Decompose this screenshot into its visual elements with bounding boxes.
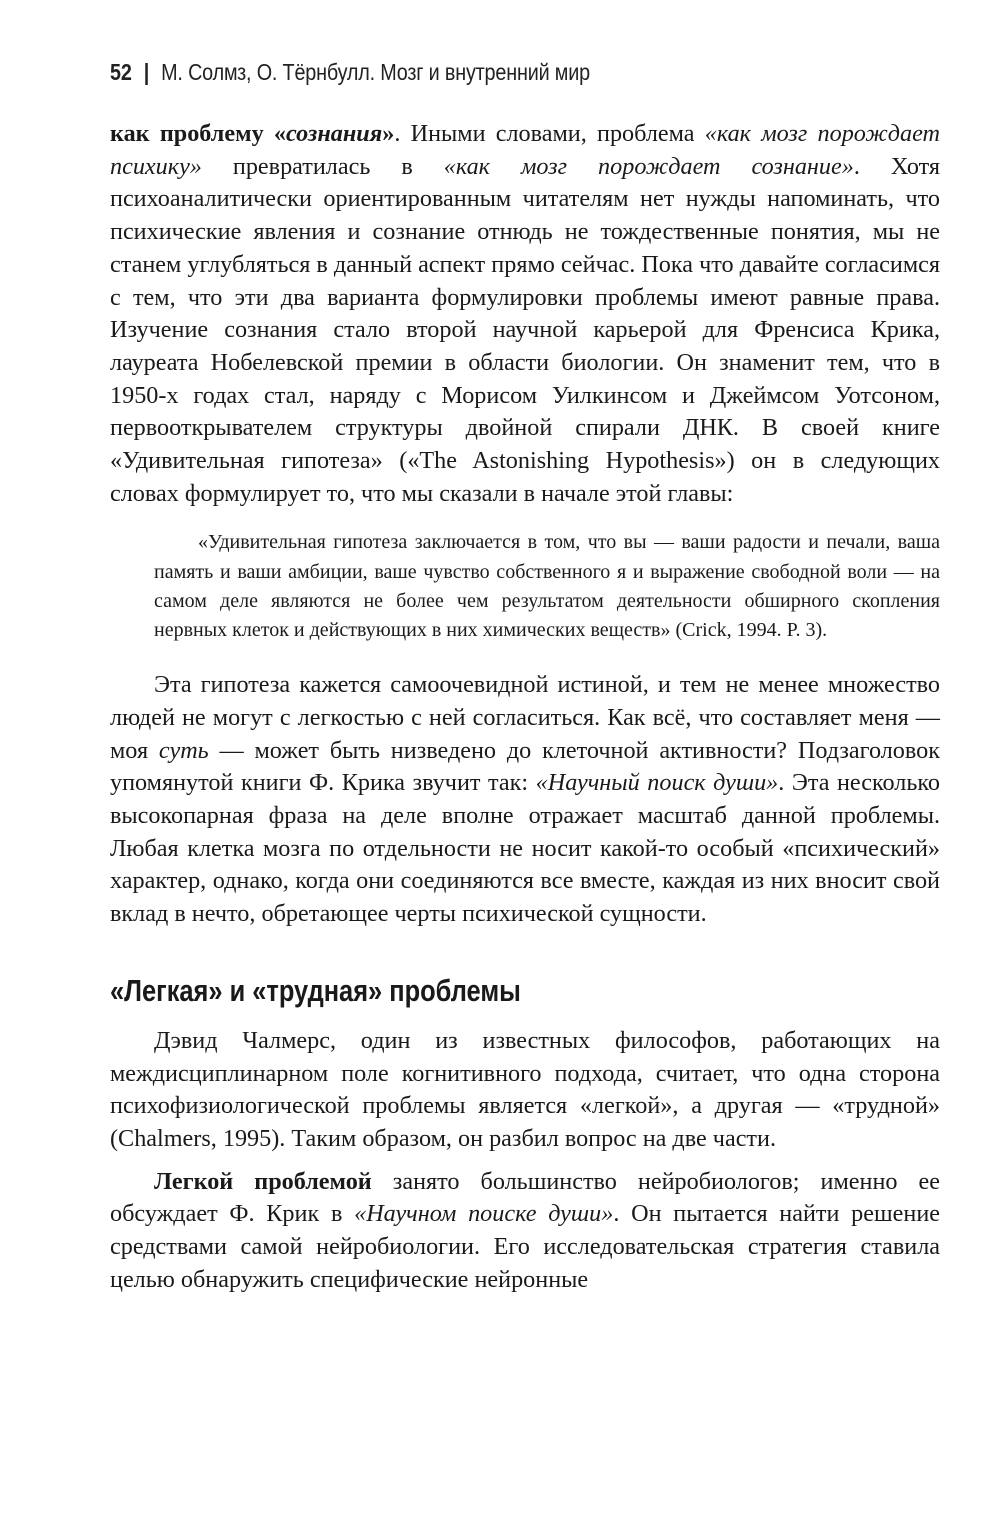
paragraph-hypothesis [110, 669, 940, 931]
header-separator: | [143, 59, 150, 85]
paragraph-text: превратилась в [201, 152, 444, 180]
paragraph-text: . Иными словами, проблема [394, 120, 705, 147]
paragraph-text: — может быть низведено до клеточной активности? Подзаголовок упомянутой книги Ф. Крика звучит так: [110, 736, 940, 797]
italic-phrase: «Научном поиске души» [354, 1200, 614, 1228]
italic-phrase: «как мозг порождает психику» [110, 120, 941, 180]
running-title: М. Солмз, О. Тёрнбулл. Мозг и внутренний мир [161, 59, 590, 85]
paragraph-text: . Он пытается найти решение средствами самой нейробиологии. Его исследовательская стратегия ставила целью обнаружить специфические нейронные [110, 1200, 940, 1293]
paragraph-consciousness-problem [110, 118, 940, 510]
paragraph-easy-problem [110, 1166, 940, 1297]
book-page [110, 56, 940, 1297]
italic-phrase: «Научный поиск души» [535, 769, 779, 797]
paragraph-chalmers: Дэвид Чалмерс, один из известных философов, работающих на междисциплинарном поле когнитивного подхода, считает, что одна сторона психофизиологической проблемы является «легкой», а другая — «трудной» (Chalmers, 1995). Таким образом, он разбил вопрос на две части. [110, 1026, 940, 1152]
paragraph-text: . Хотя психоаналитически ориентированным читателям нет нужды напоминать, что психические явления и сознание отнюдь не тождественные понятия, мы не станем углубляться в данный аспект прямо сейчас. Пока что давайте согласимся с тем, что эти два варианта формулировки проблемы имеют равные права. Изучение сознания стало второй научной карьерой для Френсиса Крика, лауреата Нобелевской премии в области биологии. Он знаменит тем, что в 1950-х годах стал, наряду с Морисом Уилкинсом и Джеймсом Уотсоном, первооткрывателем структуры двойной спирали ДНК. В своей книге «Удивительная гипотеза» («The Astonishing Hypothesis») он в следующих словах формулирует то, что мы сказали в начале этой главы: [110, 152, 940, 507]
bold-quote-close: » [382, 120, 395, 147]
paragraph-text: . Эта несколько высокопарная фраза на деле вполне отражает масштаб данной проблемы. Любая клетка мозга по отдельности не носит какой-то особый «психический» характер, однако, когда они соединяются все вместе, каждая из них вносит свой вклад в нечто, обретающее черты психической сущности. [110, 769, 941, 928]
paragraph-text: Эта гипотеза кажется самоочевидной истиной, и тем не менее множество людей не могут с легкостью с ней согласиться. Как всё, что составляет меня — моя [110, 671, 940, 764]
paragraph-text: занято большинство нейробиологов; именно ее обсуждает Ф. Крик в [110, 1167, 940, 1228]
italic-phrase: «как мозг порождает сознание» [443, 152, 854, 180]
section-heading: «Легкая» и «трудная» проблемы [110, 972, 521, 1008]
block-quote-crick: «Удивительная гипотеза заключается в том, что вы — ваши радости и печали, ваша память и ваши амбиции, ваше чувство собственного я и выражение свободной воли — на самом деле являются не более чем результатом деятельности обширного скопления нервных клеток и действующих в них химических веществ» (Crick, 1994. P. 3). [154, 531, 940, 642]
running-header [110, 56, 824, 88]
bold-lead-text: как проблему [110, 120, 274, 147]
bold-italic-term: сознания [286, 120, 383, 147]
page-number: 52 [110, 59, 132, 85]
italic-word: суть [158, 736, 209, 764]
bold-term: Легкой проблемой [154, 1167, 372, 1195]
bold-quote-open: « [273, 120, 287, 147]
